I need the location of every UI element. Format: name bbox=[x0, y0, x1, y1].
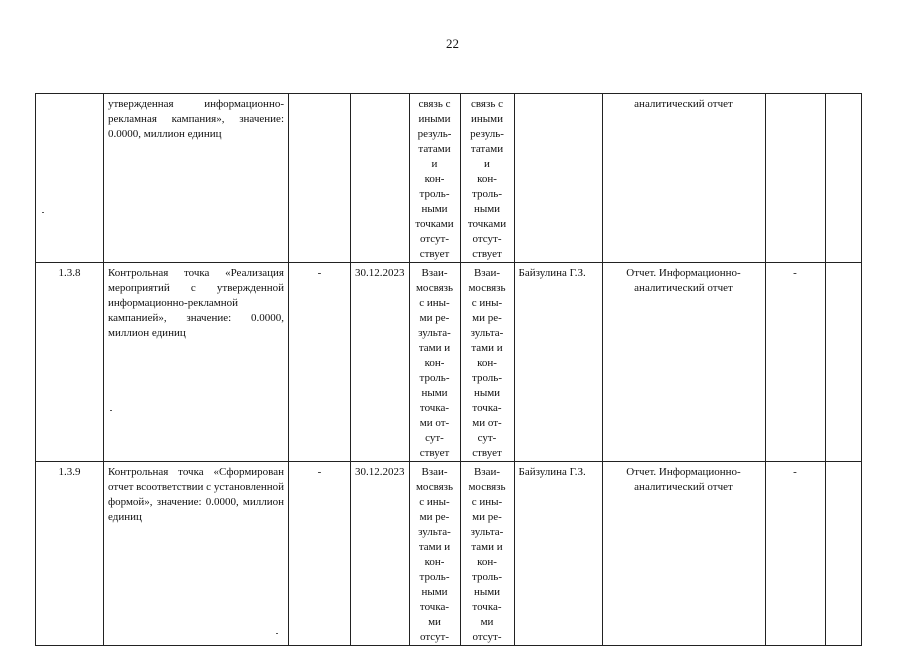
table-row bbox=[36, 462, 862, 646]
relation-cell: Взаи- мосвязь с ины- ми ре- зульта- тами и кон- троль- ными точка- ми отсут- bbox=[460, 462, 514, 646]
empty-cell bbox=[825, 94, 861, 263]
table-row bbox=[36, 94, 862, 263]
relation-cell: Взаи- мосвязь с ины- ми ре- зульта- тами и кон- троль- ными точка- ми от- сут- ствует bbox=[460, 263, 514, 462]
control-points-table bbox=[35, 93, 862, 646]
row-number bbox=[36, 94, 104, 263]
responsible-person: Байзулина Г.З. bbox=[514, 462, 602, 646]
control-point-name: Контрольная точка «Сформирован отчет всоответствии с установленной формой», значение: 0.0000, миллион единиц bbox=[104, 462, 289, 646]
dash-cell: - bbox=[289, 462, 351, 646]
responsible-person bbox=[514, 94, 602, 263]
empty-cell bbox=[825, 462, 861, 646]
row-number: 1.3.9 bbox=[36, 462, 104, 646]
row-number: 1.3.8 bbox=[36, 263, 104, 462]
result-document: аналитический отчет bbox=[602, 94, 765, 263]
relation-cell: Взаи- мосвязь с ины- ми ре- зульта- тами и кон- троль- ными точка- ми отсут- bbox=[409, 462, 460, 646]
result-document: Отчет. Информационно- аналитический отчет bbox=[602, 263, 765, 462]
dash-cell: - bbox=[765, 263, 825, 462]
responsible-person: Байзулина Г.З. bbox=[514, 263, 602, 462]
control-point-name: утвержденная информационно-рекламная кампания», значение: 0.0000, миллион единиц bbox=[104, 94, 289, 263]
scan-speck bbox=[42, 212, 44, 213]
page-number: 22 bbox=[446, 36, 459, 51]
relation-cell: Взаи- мосвязь с ины- ми ре- зульта- тами и кон- троль- ными точка- ми от- сут- ствует bbox=[409, 263, 460, 462]
dash-cell: - bbox=[289, 263, 351, 462]
table-row bbox=[36, 263, 862, 462]
relation-cell: связь с иными резуль- татами и кон- троль- ными точками отсут- ствует bbox=[409, 94, 460, 263]
dash-cell bbox=[765, 94, 825, 263]
empty-cell bbox=[825, 263, 861, 462]
control-point-name: Контрольная точка «Реализация мероприятий с утвержденной информационно-рекламной кампанией», значение: 0.0000, миллион единиц bbox=[104, 263, 289, 462]
due-date bbox=[351, 94, 410, 263]
dash-cell bbox=[289, 94, 351, 263]
due-date: 30.12.2023 bbox=[351, 462, 410, 646]
scan-speck bbox=[110, 410, 112, 411]
relation-cell: связь с иными резуль- татами и кон- троль- ными точками отсут- ствует bbox=[460, 94, 514, 263]
dash-cell: - bbox=[765, 462, 825, 646]
due-date: 30.12.2023 bbox=[351, 263, 410, 462]
scan-speck bbox=[276, 633, 278, 634]
result-document: Отчет. Информационно- аналитический отчет bbox=[602, 462, 765, 646]
